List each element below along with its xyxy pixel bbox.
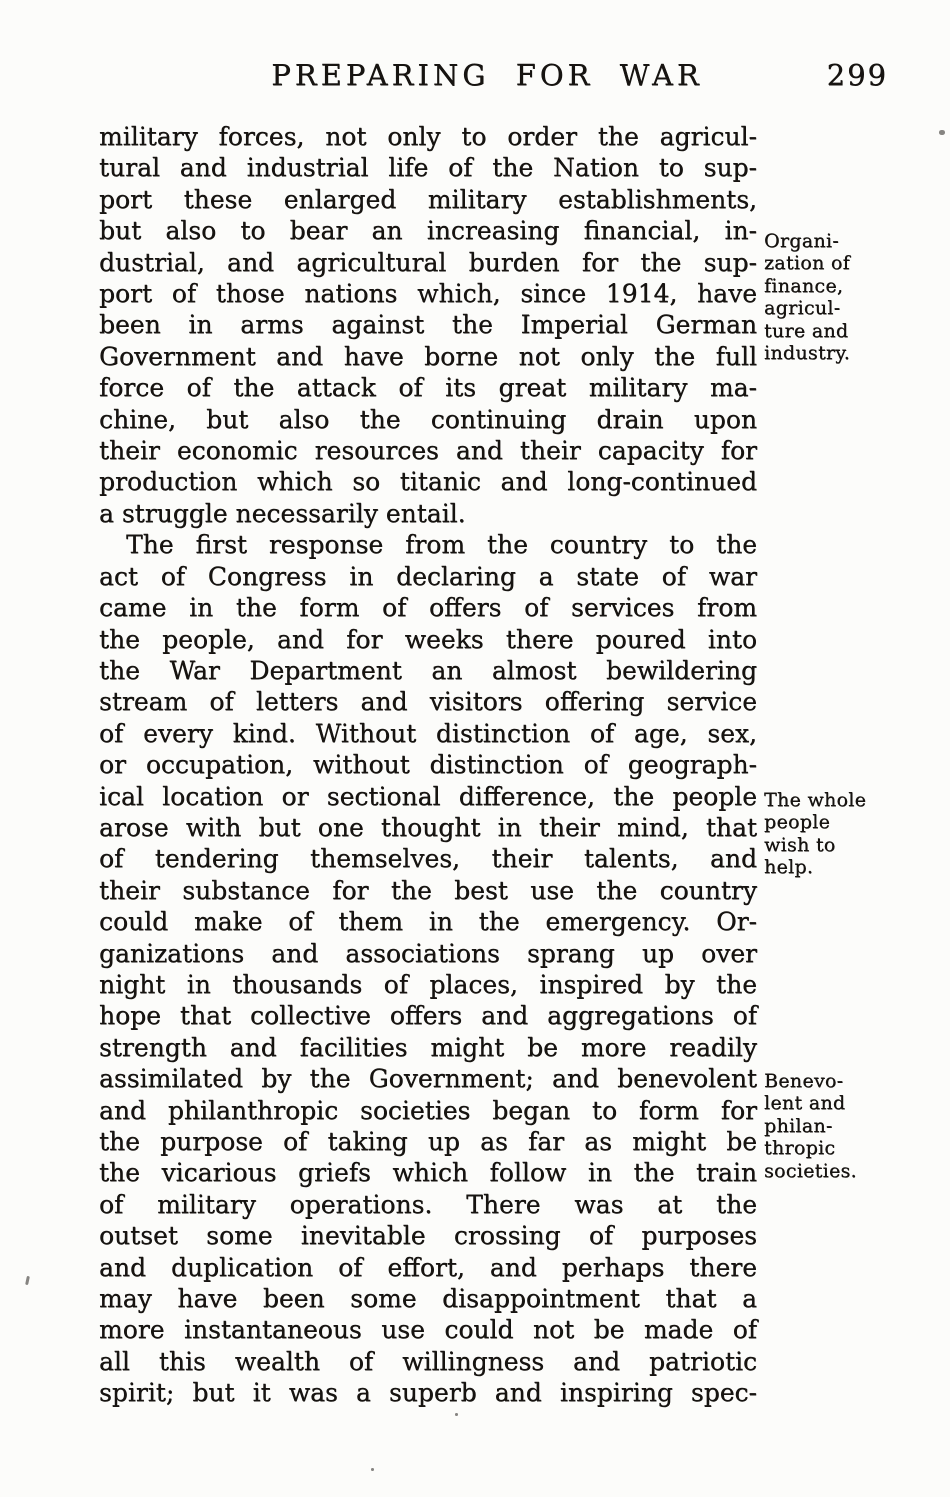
scan-speck — [455, 1413, 458, 1416]
text-line: all this wealth of willingness and patriotic — [99, 1346, 757, 1376]
margin-note-line: wish to — [764, 833, 836, 856]
margin-note-line: help. — [764, 856, 814, 879]
text-line: spirit; but it was a superb and inspiring spec- — [99, 1378, 757, 1408]
text-line: more instantaneous use could not be made of — [99, 1315, 757, 1345]
text-line: the people, and for weeks there poured into — [99, 624, 757, 654]
margin-note-whole-people — [764, 789, 932, 879]
margin-note-line: philan- — [764, 1114, 833, 1137]
text-line: and duplication of effort, and perhaps there — [99, 1252, 757, 1282]
body-text-column — [99, 121, 757, 1409]
margin-note-line: thropic — [764, 1137, 836, 1160]
margin-note-line: industry. — [764, 342, 851, 365]
paragraph-continuation — [99, 121, 757, 529]
text-line: ical location or sectional difference, the people — [99, 781, 757, 811]
running-title: PREPARING FOR WAR — [271, 58, 703, 92]
page-header — [0, 60, 950, 94]
margin-note-line: people — [764, 811, 831, 834]
text-line: of every kind. Without distinction of age, sex, — [99, 718, 757, 748]
text-line: a struggle necessarily entail. — [99, 498, 466, 528]
text-line: been in arms against the Imperial German — [99, 310, 757, 340]
margin-note-line: ture and — [764, 319, 849, 342]
text-line: of military operations. There was at the — [99, 1189, 757, 1219]
margin-note-benevolent — [764, 1070, 932, 1182]
text-line: Government and have borne not only the full — [99, 341, 757, 371]
margin-note-line: lent and — [764, 1092, 846, 1115]
text-line: tural and industrial life of the Nation to sup- — [99, 153, 757, 183]
page-number: 299 — [826, 58, 888, 92]
text-line: the War Department an almost bewildering — [99, 655, 757, 685]
text-line: act of Congress in declaring a state of war — [99, 561, 757, 591]
text-line: could make of them in the emergency. Or- — [99, 907, 757, 937]
text-line: ganizations and associations sprang up over — [99, 938, 757, 968]
text-line: the purpose of taking up as far as might be — [99, 1127, 757, 1156]
text-line: their substance for the best use the country — [99, 875, 757, 905]
text-line: night in thousands of places, inspired by the — [99, 969, 757, 999]
text-line: came in the form of offers of services from — [99, 593, 757, 623]
text-line: strength and facilities might be more readily — [99, 1032, 757, 1062]
scan-speck — [25, 1276, 30, 1285]
margin-note-line: Organi- — [764, 230, 839, 252]
text-line: assimilated by the Government; and benevolent — [99, 1064, 757, 1094]
text-line: chine, but also the continuing drain upon — [99, 404, 757, 434]
text-line: port of those nations which, since 1914, have — [99, 279, 757, 309]
text-line: hope that collective offers and aggregations of — [99, 1001, 757, 1031]
text-line: their economic resources and their capacity for — [99, 436, 757, 466]
text-line: of tendering themselves, their talents, and — [99, 844, 757, 874]
text-line: outset some inevitable crossing of purposes — [99, 1221, 757, 1251]
text-line: may have been some disappointment that a — [99, 1284, 757, 1314]
margin-note-line: zation of — [764, 252, 850, 275]
text-line: dustrial, and agricultural burden for the sup- — [99, 247, 757, 277]
text-line: military forces, not only to order the agricul- — [99, 122, 757, 151]
text-line: production which so titanic and long-continued — [99, 467, 757, 497]
scan-speck — [371, 1468, 374, 1471]
text-line: port these enlarged military establishments, — [99, 184, 757, 214]
paragraph-first-response — [99, 529, 757, 1408]
text-line: arose with but one thought in their mind, that — [99, 812, 757, 842]
text-line: but also to bear an increasing financial, in- — [99, 216, 757, 246]
text-line: the vicarious griefs which follow in the train — [99, 1158, 757, 1188]
margin-note-line: Benevo- — [764, 1070, 844, 1092]
margin-note-line: societies. — [764, 1159, 857, 1182]
margin-note-line: The whole — [764, 789, 867, 811]
text-line: and philanthropic societies began to form for — [99, 1095, 757, 1125]
scan-speck — [939, 130, 945, 135]
text-line: force of the attack of its great military ma- — [99, 373, 757, 403]
margin-note-line: finance, — [764, 274, 844, 297]
text-line: or occupation, without distinction of geograph- — [99, 750, 757, 780]
margin-note-line: agricul- — [764, 297, 841, 320]
margin-note-organization — [764, 230, 932, 364]
text-line: The first response from the country to the — [126, 530, 757, 560]
text-line: stream of letters and visitors offering service — [99, 687, 757, 717]
